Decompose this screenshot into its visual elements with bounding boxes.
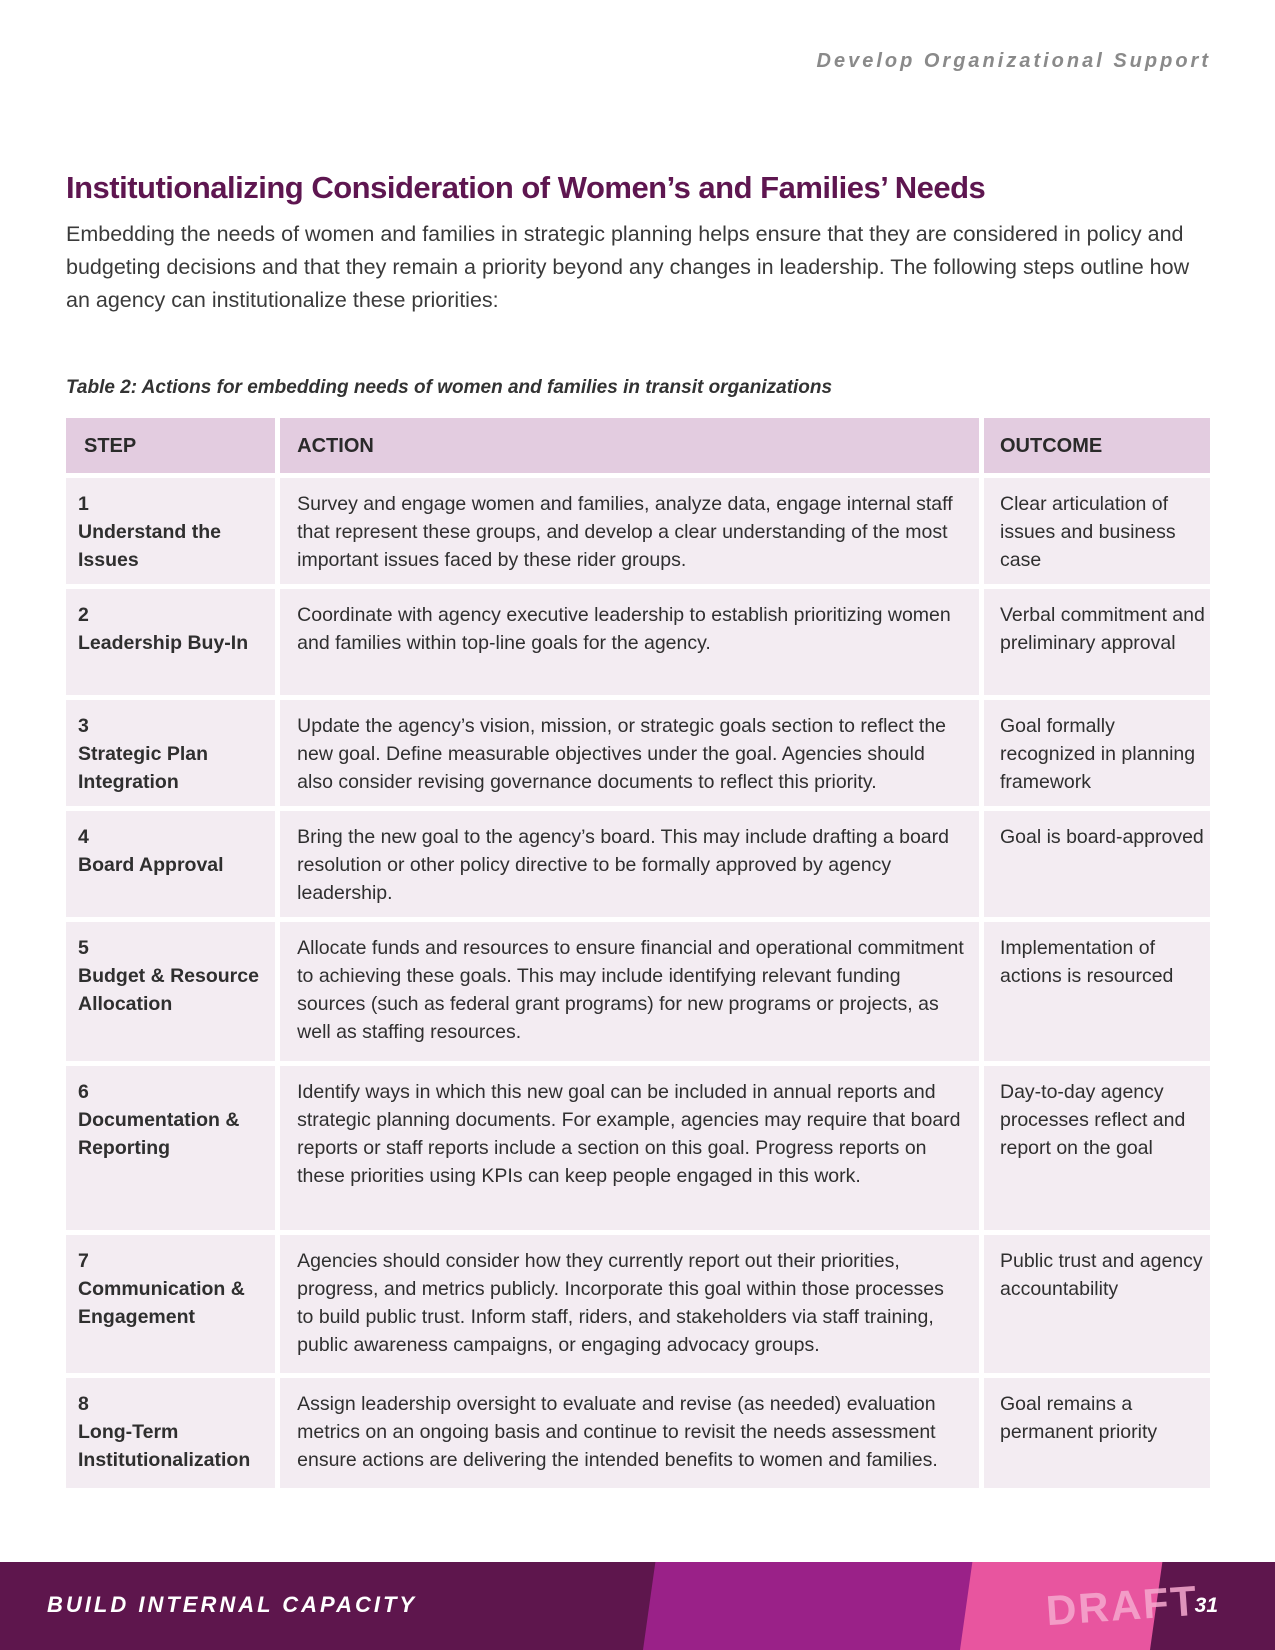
- intro-paragraph: Embedding the needs of women and families in strategic planning helps ensure that they are considered in policy and budgeting decisions and that they remain a priority beyond any changes in leadership. The following steps outline how an agency can institutionalize these priorities:: [66, 222, 1190, 312]
- step-number: 8: [78, 1393, 89, 1415]
- action-cell: Coordinate with agency executive leadership to establish prioritizing women and families within top-line goals for the agency.: [280, 589, 979, 695]
- outcome-cell: Goal formally recognized in planning framework: [984, 700, 1210, 806]
- step-cell: [66, 478, 275, 584]
- outcome-cell: Public trust and agency accountability: [984, 1235, 1210, 1373]
- action-cell: Allocate funds and resources to ensure financial and operational commitment to achieving these goals. This may include identifying relevant funding sources (such as federal grant programs) for new programs or projects, as well as staffing resources.: [280, 922, 979, 1061]
- table-row: [66, 1235, 1210, 1373]
- step-name: Documentation & Reporting: [78, 1109, 240, 1159]
- step-number: 5: [78, 937, 89, 959]
- step-cell: [66, 922, 275, 1061]
- step-name: Budget & Resource Allocation: [78, 965, 259, 1015]
- step-name: Understand the Issues: [78, 521, 222, 571]
- header-outcome: OUTCOME: [984, 418, 1210, 473]
- header-step: STEP: [66, 418, 275, 473]
- action-cell: Assign leadership oversight to evaluate and revise (as needed) evaluation metrics on an ongoing basis and continue to revisit the needs assessment ensure actions are delivering the intended benefits to women and families.: [280, 1378, 979, 1488]
- step-cell: [66, 1235, 275, 1373]
- table-row: [66, 811, 1210, 917]
- step-number: 3: [78, 715, 89, 737]
- step-number: 7: [78, 1250, 89, 1272]
- draft-watermark: DRAFT: [1044, 1576, 1200, 1635]
- step-name: Communication & Engagement: [78, 1278, 245, 1328]
- table-caption: Table 2: Actions for embedding needs of women and families in transit organizations: [66, 377, 833, 398]
- step-cell: [66, 1378, 275, 1488]
- table-row: [66, 700, 1210, 806]
- step-name: Long-Term Institutionalization: [78, 1421, 251, 1471]
- step-name: Strategic Plan Integration: [78, 743, 209, 793]
- outcome-cell: Goal is board-approved: [984, 811, 1210, 917]
- table-row: [66, 1066, 1210, 1230]
- section-title: Institutionalizing Consideration of Women’s and Families’ Needs: [66, 170, 986, 205]
- step-name: Board Approval: [78, 854, 224, 876]
- step-number: 1: [78, 493, 89, 515]
- actions-table: [66, 418, 1210, 1493]
- table-row: [66, 589, 1210, 695]
- page-number: 31: [1194, 1594, 1218, 1617]
- step-number: 4: [78, 826, 89, 848]
- action-cell: Survey and engage women and families, analyze data, engage internal staff that represent these groups, and develop a clear understanding of the most important issues faced by these rider groups.: [280, 478, 979, 584]
- action-cell: Agencies should consider how they currently report out their priorities, progress, and metrics publicly. Incorporate this goal within those processes to build public trust. Inform staff, riders, and stakeholders via staff training, public awareness campaigns, or engaging advocacy groups.: [280, 1235, 979, 1373]
- table-row: [66, 922, 1210, 1061]
- step-cell: [66, 589, 275, 695]
- action-cell: Identify ways in which this new goal can be included in annual reports and strategic planning documents. For example, agencies may require that board reports or staff reports include a section on this goal. Progress reports on these priorities using KPIs can keep people engaged in this work.: [280, 1066, 979, 1230]
- outcome-cell: Clear articulation of issues and business case: [984, 478, 1210, 584]
- table-row: [66, 1378, 1210, 1488]
- action-cell: Update the agency’s vision, mission, or strategic goals section to reflect the new goal. Define measurable objectives under the goal. Agencies should also consider revising governance documents to reflect this priority.: [280, 700, 979, 806]
- step-cell: [66, 1066, 275, 1230]
- outcome-cell: Verbal commitment and preliminary approval: [984, 589, 1210, 695]
- outcome-cell: Day-to-day agency processes reflect and report on the goal: [984, 1066, 1210, 1230]
- page-footer: [0, 1562, 1275, 1650]
- table-row: [66, 478, 1210, 584]
- outcome-cell: Implementation of actions is resourced: [984, 922, 1210, 1061]
- footer-section-label: BUILD INTERNAL CAPACITY: [47, 1592, 418, 1617]
- running-header: Develop Organizational Support: [816, 50, 1211, 72]
- table-header-row: [66, 418, 1210, 473]
- step-cell: [66, 811, 275, 917]
- step-name: Leadership Buy-In: [78, 632, 249, 654]
- step-cell: [66, 700, 275, 806]
- outcome-cell: Goal remains a permanent priority: [984, 1378, 1210, 1488]
- step-number: 6: [78, 1081, 89, 1103]
- header-action: ACTION: [280, 418, 979, 473]
- step-number: 2: [78, 604, 89, 626]
- footer-violet-band: [643, 1562, 975, 1650]
- action-cell: Bring the new goal to the agency’s board. This may include drafting a board resolution or other policy directive to be formally approved by agency leadership.: [280, 811, 979, 917]
